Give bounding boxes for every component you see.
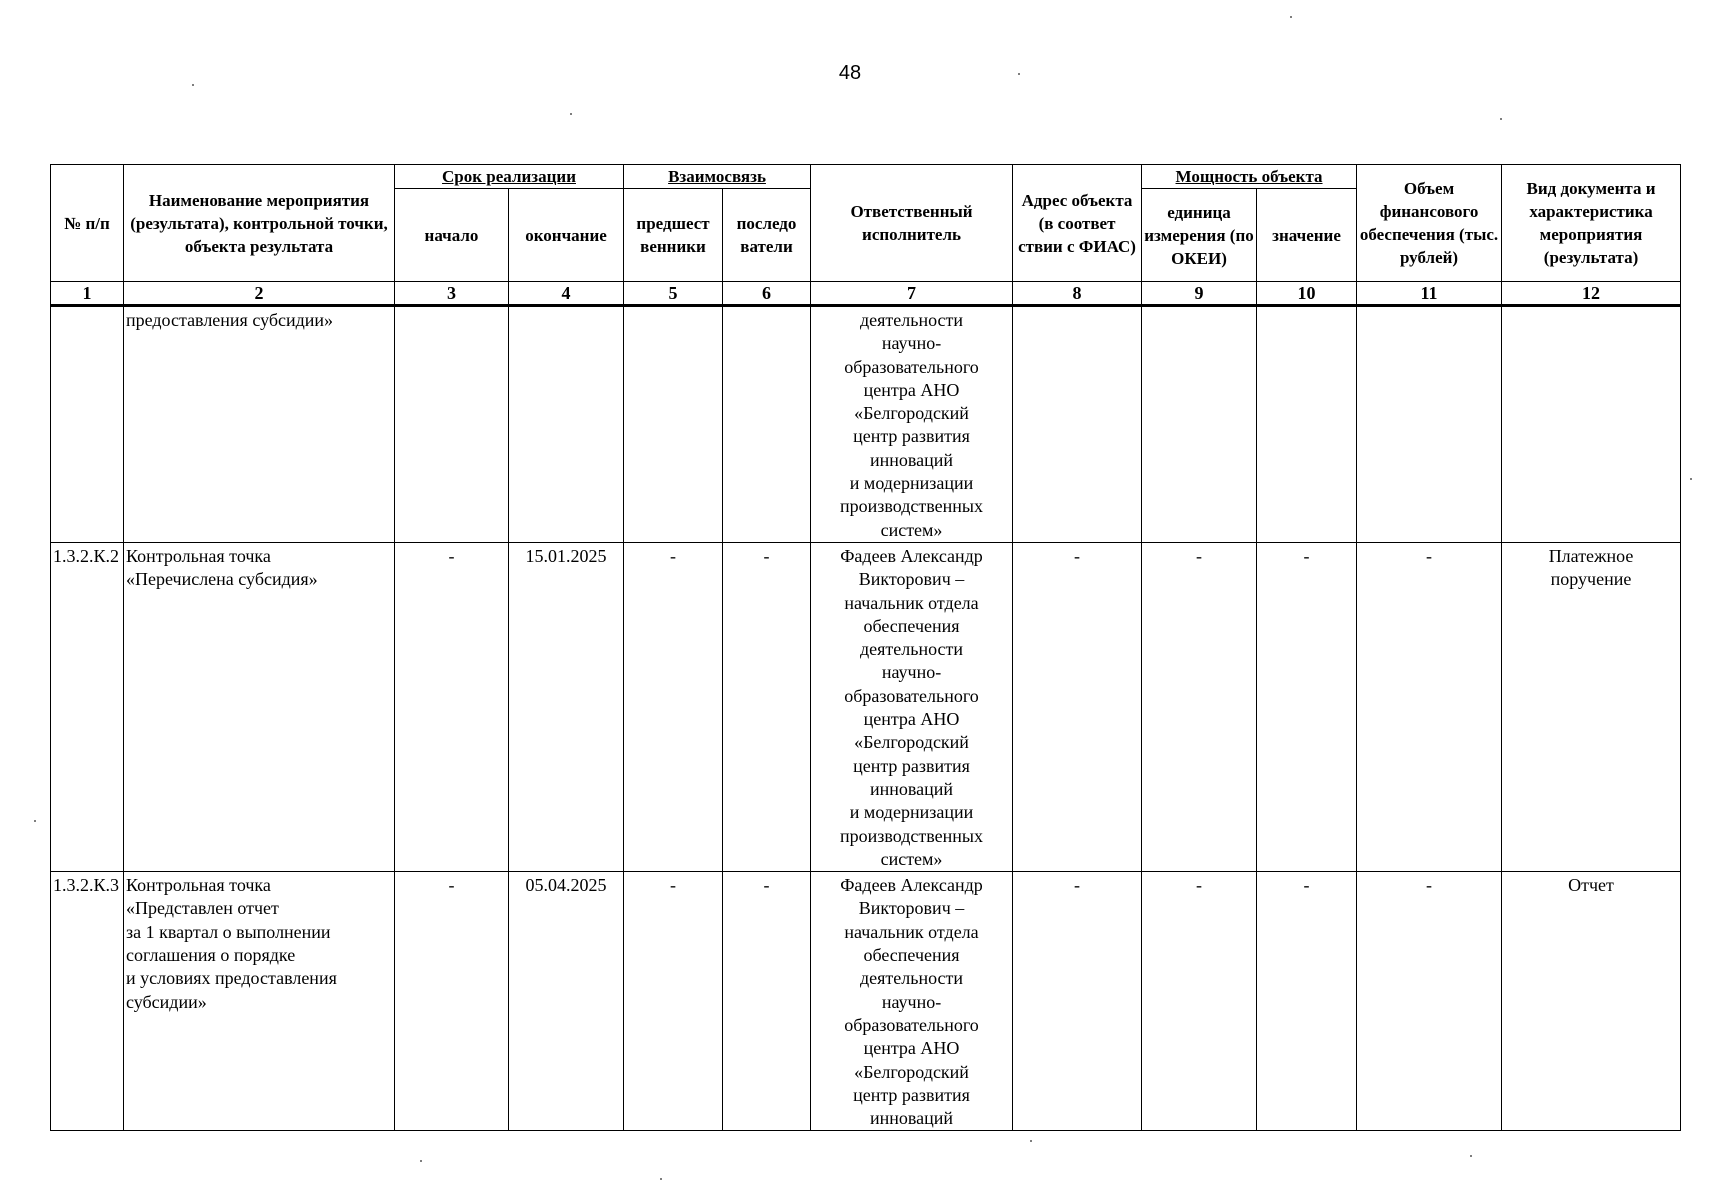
scan-speck bbox=[570, 113, 572, 115]
cell-start: - bbox=[395, 542, 509, 871]
cell-address: - bbox=[1013, 542, 1142, 871]
cell-end bbox=[509, 306, 624, 543]
scan-speck bbox=[420, 1160, 422, 1162]
header-col-doc: Вид документа и характеристика мероприятия (результата) bbox=[1502, 165, 1681, 282]
column-number: 9 bbox=[1142, 282, 1257, 306]
cell-num: 1.3.2.К.3 bbox=[51, 872, 124, 1131]
cell-finance bbox=[1357, 306, 1502, 543]
cell-finance: - bbox=[1357, 542, 1502, 871]
cell-address bbox=[1013, 306, 1142, 543]
column-number: 11 bbox=[1357, 282, 1502, 306]
scan-speck bbox=[34, 820, 36, 822]
table-row bbox=[51, 306, 1681, 543]
scan-speck bbox=[660, 1178, 662, 1180]
cell-doc: Платежное поручение bbox=[1502, 542, 1681, 871]
cell-next: - bbox=[723, 872, 811, 1131]
column-number: 1 bbox=[51, 282, 124, 306]
cell-num: 1.3.2.К.2 bbox=[51, 542, 124, 871]
column-number: 6 bbox=[723, 282, 811, 306]
header-col-unit: единица измерения (по ОКЕИ) bbox=[1142, 189, 1257, 282]
cell-start bbox=[395, 306, 509, 543]
scan-speck bbox=[1030, 1140, 1032, 1142]
cell-finance: - bbox=[1357, 872, 1502, 1131]
scan-speck bbox=[1690, 478, 1692, 480]
column-number: 4 bbox=[509, 282, 624, 306]
cell-name: предоставления субсидии» bbox=[124, 306, 395, 543]
cell-next: - bbox=[723, 542, 811, 871]
cell-responsible: Фадеев Александр Викторович – начальник отдела обеспечения деятельности научно- образовательного центра АНО «Белгородский центр развития инноваций и модернизации производственных систем» bbox=[811, 542, 1013, 871]
cell-unit: - bbox=[1142, 872, 1257, 1131]
cell-responsible: деятельности научно- образовательного центра АНО «Белгородский центр развития инноваций и модернизации производственных систем» bbox=[811, 306, 1013, 543]
cell-address: - bbox=[1013, 872, 1142, 1131]
scan-speck bbox=[1500, 118, 1502, 120]
header-col-num: № п/п bbox=[51, 165, 124, 282]
scan-speck bbox=[1018, 73, 1020, 75]
cell-unit bbox=[1142, 306, 1257, 543]
header-col-responsible: Ответственный исполнитель bbox=[811, 165, 1013, 282]
cell-end: 15.01.2025 bbox=[509, 542, 624, 871]
header-col-value: значение bbox=[1257, 189, 1357, 282]
column-number: 8 bbox=[1013, 282, 1142, 306]
cell-value bbox=[1257, 306, 1357, 543]
cell-prev: - bbox=[624, 872, 723, 1131]
page-number: 48 bbox=[838, 62, 862, 84]
cell-end: 05.04.2025 bbox=[509, 872, 624, 1131]
table-row bbox=[51, 872, 1681, 1131]
header-col-prev: предшест венники bbox=[624, 189, 723, 282]
column-number: 12 bbox=[1502, 282, 1681, 306]
scan-speck bbox=[1470, 1155, 1472, 1157]
column-number: 5 bbox=[624, 282, 723, 306]
scan-speck bbox=[192, 84, 194, 86]
table-row bbox=[51, 542, 1681, 871]
cell-prev: - bbox=[624, 542, 723, 871]
cell-next bbox=[723, 306, 811, 543]
header-group-term: Срок реализации bbox=[395, 165, 624, 189]
cell-num bbox=[51, 306, 124, 543]
column-number: 3 bbox=[395, 282, 509, 306]
cell-responsible: Фадеев Александр Викторович – начальник отдела обеспечения деятельности научно- образовательного центра АНО «Белгородский центр развития инноваций bbox=[811, 872, 1013, 1131]
header-group-capacity: Мощность объекта bbox=[1142, 165, 1357, 189]
header-col-end: окончание bbox=[509, 189, 624, 282]
header-col-next: последо ватели bbox=[723, 189, 811, 282]
cell-value: - bbox=[1257, 542, 1357, 871]
cell-value: - bbox=[1257, 872, 1357, 1131]
header-col-finance: Объем финансового обеспечения (тыс. рублей) bbox=[1357, 165, 1502, 282]
cell-doc bbox=[1502, 306, 1681, 543]
activities-table bbox=[50, 164, 1681, 1131]
column-number: 7 bbox=[811, 282, 1013, 306]
scan-speck bbox=[1290, 16, 1292, 18]
cell-doc: Отчет bbox=[1502, 872, 1681, 1131]
header-group-link: Взаимосвязь bbox=[624, 165, 811, 189]
header-col-name: Наименование мероприятия (результата), контрольной точки, объекта результата bbox=[124, 165, 395, 282]
header-col-start: начало bbox=[395, 189, 509, 282]
cell-start: - bbox=[395, 872, 509, 1131]
cell-name: Контрольная точка «Представлен отчет за 1 квартал о выполнении соглашения о порядке и условиях предоставления субсидии» bbox=[124, 872, 395, 1131]
header-col-address: Адрес объекта (в соответ ствии с ФИАС) bbox=[1013, 165, 1142, 282]
cell-name: Контрольная точка «Перечислена субсидия» bbox=[124, 542, 395, 871]
column-number: 10 bbox=[1257, 282, 1357, 306]
column-number: 2 bbox=[124, 282, 395, 306]
cell-unit: - bbox=[1142, 542, 1257, 871]
cell-prev bbox=[624, 306, 723, 543]
